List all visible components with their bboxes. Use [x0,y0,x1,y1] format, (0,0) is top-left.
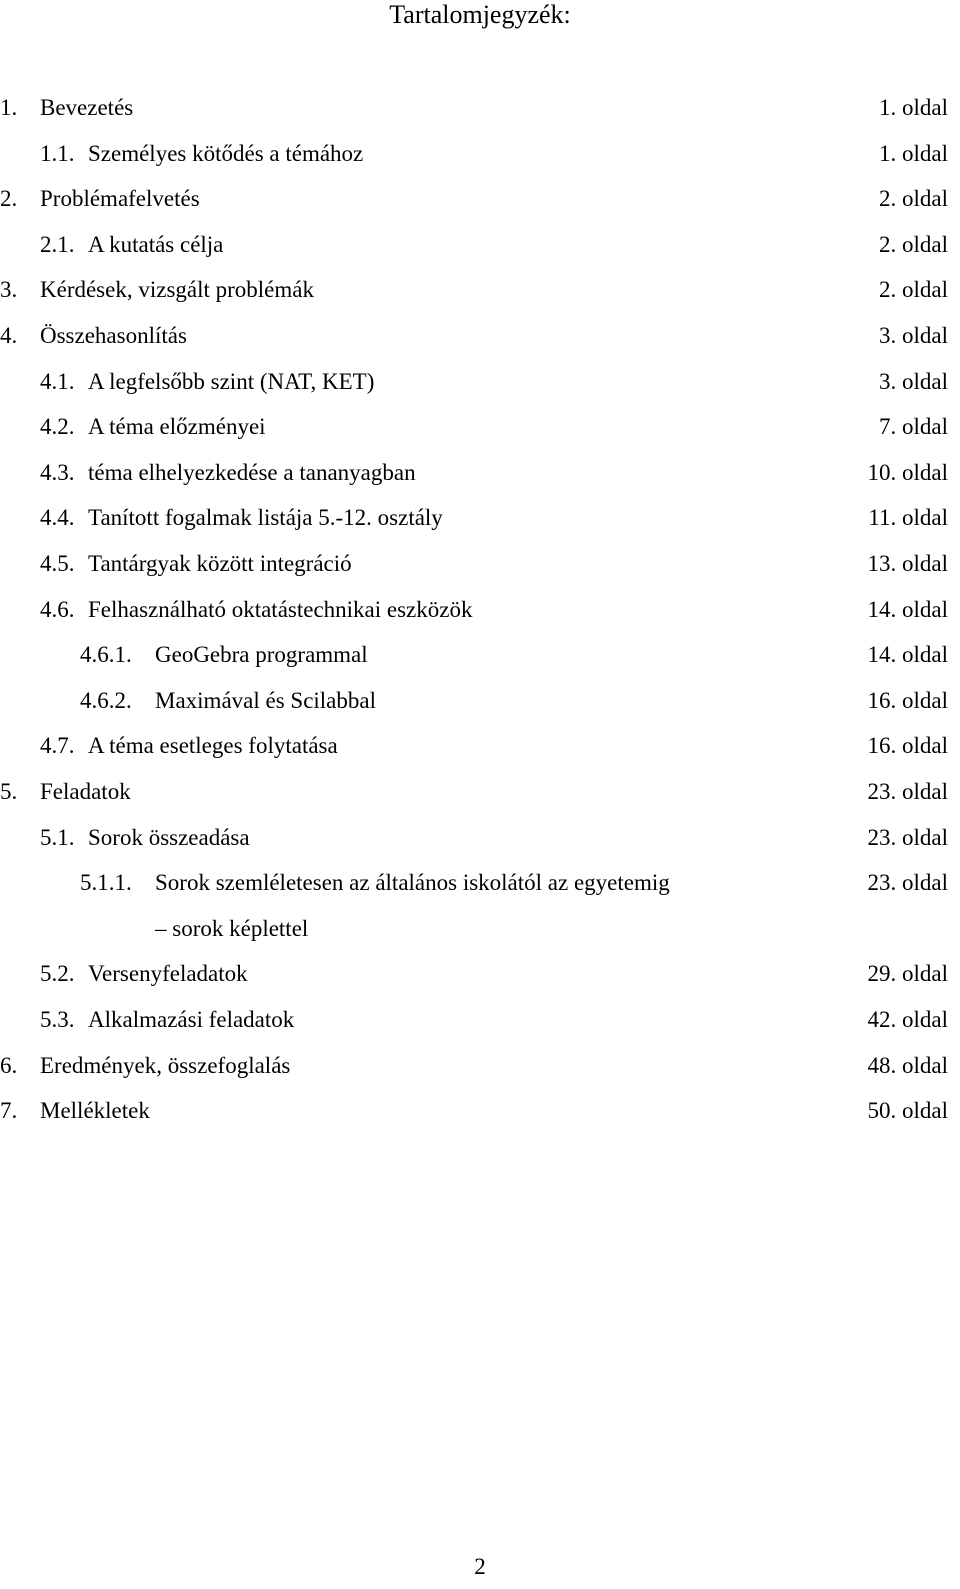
toc-entry [0,1096,960,1126]
toc-entry [0,549,960,579]
toc-entry [0,93,960,123]
toc-entry-page: 2. oldal [879,231,948,257]
toc-entry [0,777,960,807]
toc-entry-page: 16. oldal [867,687,948,713]
toc-entry-number: 4. [0,323,18,348]
toc-entry [0,823,960,853]
toc-entry-page: 50. oldal [867,1098,948,1124]
toc-entry [0,914,960,944]
toc-entry-title: téma elhelyezkedése a tananyagban [88,459,416,485]
toc-entry-number: 2.1. [40,231,75,257]
toc-entry-title: A kutatás célja [88,231,224,257]
toc-entry-title: Mellékletek [40,1098,150,1124]
toc-entry-number: 6. [0,1052,18,1078]
toc-entry-page: 23. oldal [867,824,948,850]
toc-entry-number: 4.1. [40,368,75,394]
toc-entry-number: 4.4. [40,505,75,531]
toc-entry-page: 42. oldal [867,1007,948,1032]
toc-entry-page: 16. oldal [867,733,948,759]
toc-entry [0,1051,960,1081]
toc-entry-page: 14. oldal [867,642,948,668]
toc-entry-title: Felhasználható oktatástechnikai eszközök [88,596,473,622]
toc-entry-number: 5. [0,779,18,804]
toc-entry-page: 48. oldal [867,1052,948,1078]
toc-entry-title: Összehasonlítás [40,323,187,348]
toc-entry-page: 10. oldal [867,459,948,485]
toc-entry [0,275,960,305]
toc-entry [0,959,960,989]
toc-entry-number: 5.1.1. [80,870,132,896]
toc-entry [0,458,960,488]
page-title: Tartalomjegyzék: [389,0,571,29]
toc-entry [0,412,960,442]
toc-entry-title: – sorok képlettel [155,915,309,941]
toc-entry-number: 4.2. [40,414,75,440]
toc-entry-title: A legfelsőbb szint (NAT, KET) [88,368,375,394]
toc-entry-page: 3. oldal [879,323,948,348]
toc-entry-page: 13. oldal [867,551,948,576]
toc-entry-page: 14. oldal [867,596,948,622]
toc-entry-number: 2. [0,186,18,212]
toc-entry-number: 4.6.1. [80,642,132,668]
toc-entry-number: 4.7. [40,733,75,759]
toc-entry-title: GeoGebra programmal [155,642,368,668]
toc-entry-number: 1. [0,95,18,120]
toc-entry-page: 11. oldal [868,505,948,531]
toc-entry-number: 5.2. [40,961,75,987]
toc-entry [0,731,960,761]
toc-entry-number: 1.1. [40,140,75,166]
toc-entry-title: A téma esetleges folytatása [88,733,338,759]
toc-entry-page: 23. oldal [867,870,948,896]
toc-entry-title: Tanított fogalmak listája 5.-12. osztály [88,505,443,531]
toc-entry-title: Sorok összeadása [88,824,250,850]
toc-entry-number: 5.1. [40,824,75,850]
toc-entry-page: 1. oldal [879,95,948,120]
toc-entry-title: Személyes kötődés a témához [88,140,364,166]
toc-entry [0,184,960,214]
toc-entry-number: 4.6.2. [80,687,132,713]
toc-entry [0,640,960,670]
toc-entry-number: 3. [0,277,18,303]
toc-entry-number: 4.3. [40,459,75,485]
toc-entry-title: Maximával és Scilabbal [155,687,376,713]
page-number: 2 [474,1554,486,1579]
toc-entry [0,686,960,716]
toc-entry [0,321,960,351]
toc-entry-page: 2. oldal [879,277,948,303]
toc-entry-title: Bevezetés [40,95,134,120]
toc-entry-page: 7. oldal [879,414,948,440]
toc-entry-title: Versenyfeladatok [88,961,248,987]
toc-entry-number: 5.3. [40,1007,75,1032]
toc-entry-title: Sorok szemléletesen az általános iskolától az egyetemig [155,870,670,896]
toc-entry [0,1005,960,1035]
toc-entry [0,868,960,898]
toc-entry-title: Tantárgyak között integráció [88,551,352,576]
toc-entry-number: 4.5. [40,551,75,576]
toc-entry-title: A téma előzményei [88,414,266,440]
toc-entry [0,367,960,397]
toc-entry-title: Eredmények, összefoglalás [40,1052,291,1078]
toc-entry-number: 7. [0,1098,18,1124]
toc-entry [0,503,960,533]
toc-entry [0,230,960,260]
toc-entry-number: 4.6. [40,596,75,622]
toc-entry-title: Alkalmazási feladatok [88,1007,295,1032]
toc-entry-title: Problémafelvetés [40,186,200,212]
toc-entry-page: 2. oldal [879,186,948,212]
toc-entry [0,139,960,169]
toc-entry-page: 1. oldal [879,140,948,166]
toc-entry [0,595,960,625]
toc-entry-page: 29. oldal [867,961,948,987]
toc-entry-page: 3. oldal [879,368,948,394]
toc-entry-title: Feladatok [40,779,131,804]
toc-entry-title: Kérdések, vizsgált problémák [40,277,314,303]
toc-entry-page: 23. oldal [867,779,948,804]
